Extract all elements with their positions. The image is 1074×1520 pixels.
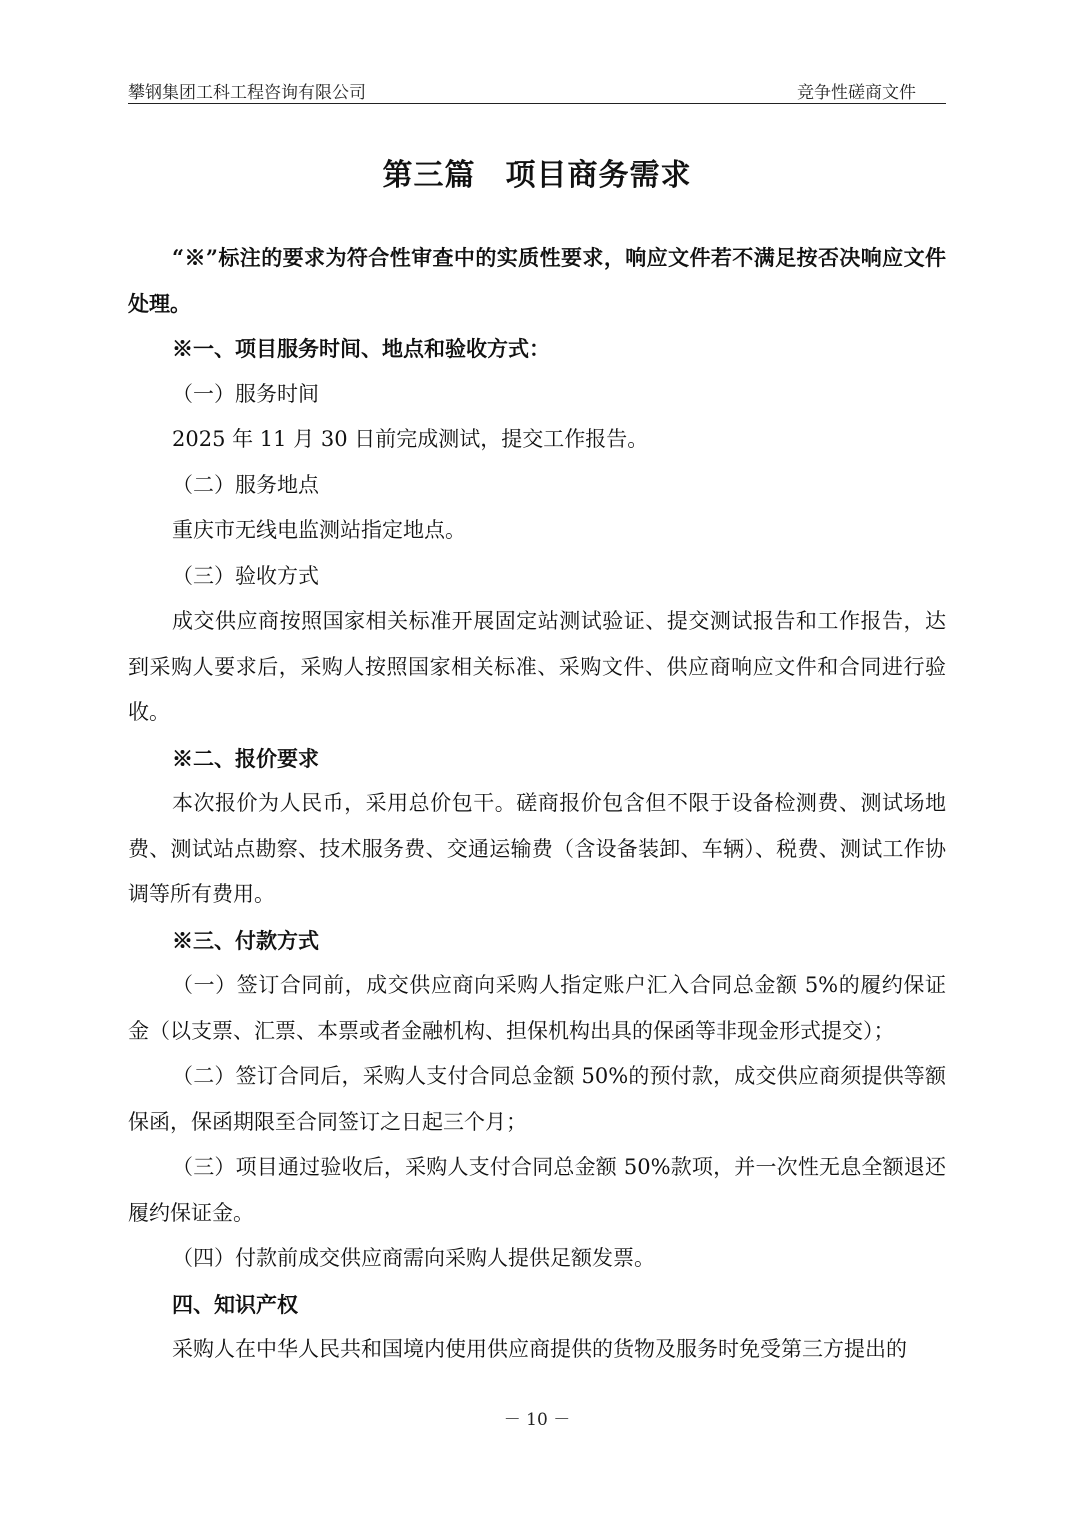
list-item: （三）项目通过验收后，采购人支付合同总金额 50%款项，并一次性无息全额退还履约保证金。	[128, 1155, 946, 1225]
page-number: － 10 －	[503, 1410, 571, 1430]
header-company: 攀钢集团工科工程咨询有限公司	[128, 83, 366, 103]
page-title	[0, 150, 1074, 194]
section-heading: ※一、项目服务时间、地点和验收方式：	[172, 336, 550, 361]
intro-note: “※”标注的要求为符合性审查中的实质性要求，响应文件若不满足按否决响应文件处理。	[128, 245, 946, 316]
title-part: 第三篇	[382, 158, 476, 193]
section-heading: 四、知识产权	[172, 1291, 298, 1317]
list-item: （一）签订合同前，成交供应商向采购人指定账户汇入合同总金额 5%的履约保证金（以支票、汇票、本票或者金融机构、担保机构出具的保函等非现金形式提交）；	[128, 973, 946, 1043]
subsection-heading: （三）验收方式	[172, 563, 319, 588]
header-doc-type: 竞争性磋商文件	[797, 83, 916, 103]
page-header	[128, 78, 946, 104]
paragraph: 成交供应商按照国家相关标准开展固定站测试验证、提交测试报告和工作报告，达到采购人要求后，采购人按照国家相关标准、采购文件、供应商响应文件和合同进行验收。	[128, 609, 946, 724]
subsection-heading: （一）服务时间	[172, 381, 319, 406]
section-heading: ※三、付款方式	[172, 927, 319, 953]
document-body	[128, 235, 946, 1373]
section-heading: ※二、报价要求	[172, 745, 319, 771]
title-name: 项目商务需求	[505, 158, 692, 193]
paragraph: 重庆市无线电监测站指定地点。	[172, 518, 466, 542]
list-item: （二）签订合同后，采购人支付合同总金额 50%的预付款，成交供应商须提供等额保函，保函期限至合同签订之日起三个月；	[128, 1064, 946, 1134]
header-divider	[128, 103, 946, 104]
paragraph: 本次报价为人民币，采用总价包干。磋商报价包含但不限于设备检测费、测试场地费、测试站点勘察、技术服务费、交通运输费（含设备装卸、车辆）、税费、测试工作协调等所有费用。	[128, 791, 946, 906]
subsection-heading: （二）服务地点	[172, 472, 319, 497]
paragraph: 2025 年 11 月 30 日前完成测试，提交工作报告。	[172, 427, 649, 451]
list-item: （四）付款前成交供应商需向采购人提供足额发票。	[172, 1246, 655, 1270]
paragraph: 采购人在中华人民共和国境内使用供应商提供的货物及服务时免受第三方提出的	[172, 1337, 907, 1361]
